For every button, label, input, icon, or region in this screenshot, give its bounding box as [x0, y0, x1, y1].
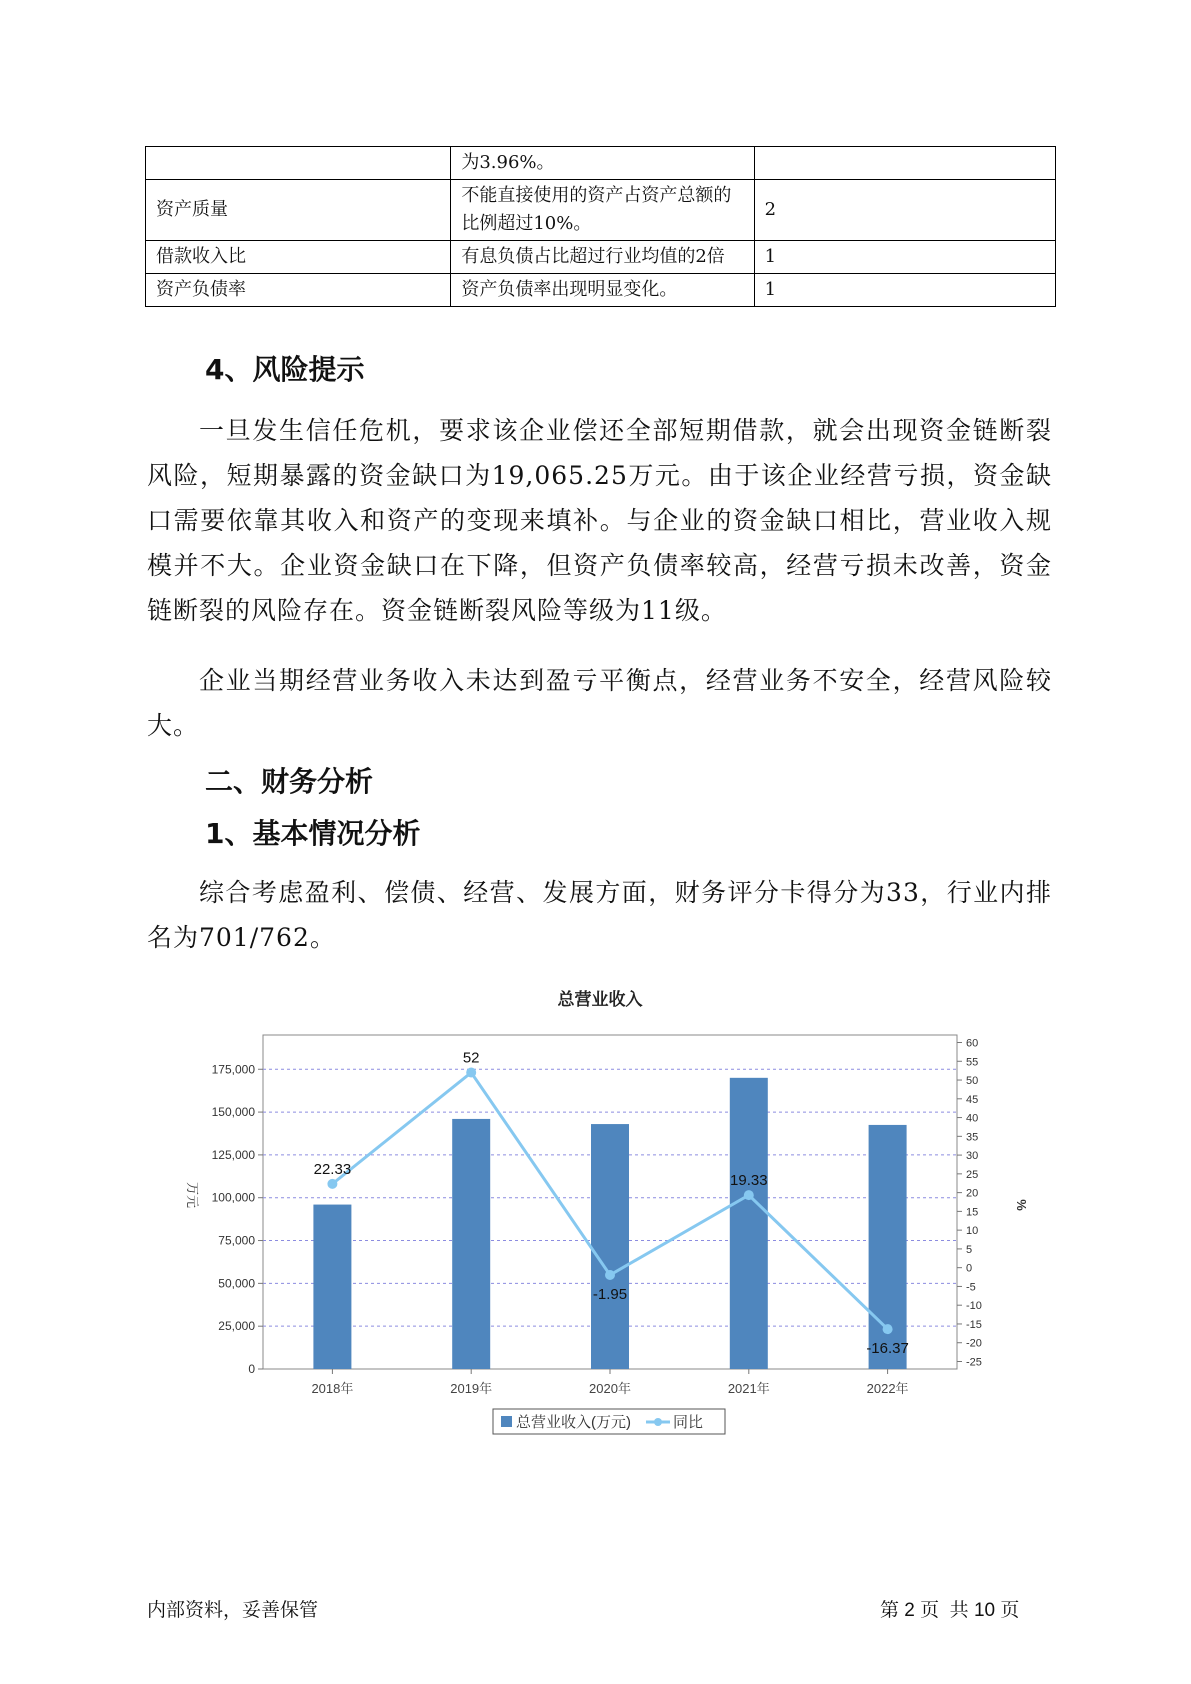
- y-right-tick-label: 60: [966, 1037, 979, 1050]
- x-tick-label: 2019年: [450, 1381, 493, 1396]
- y-tick-label: 0: [248, 1362, 255, 1376]
- bar: [313, 1205, 351, 1369]
- paragraph-finance: 综合考虑盈利、偿债、经营、发展方面，财务评分卡得分为33，行业内排名为701/762。: [147, 878, 1052, 952]
- y-tick-label: 75,000: [218, 1233, 255, 1248]
- table-cell-item: [146, 147, 451, 180]
- table-cell-condition: 不能直接使用的资产占资产总额的比例超过10%。: [451, 180, 754, 241]
- bar: [452, 1119, 490, 1369]
- bar-series: [313, 1078, 906, 1369]
- table-row: [146, 274, 1056, 307]
- risk-table: [145, 146, 1056, 307]
- chart-legend: [493, 1409, 725, 1434]
- x-tick-label: 2022年: [866, 1381, 909, 1396]
- y-right-tick-label: 15: [966, 1206, 979, 1219]
- chart-title: 总营业收入: [557, 990, 643, 1009]
- table-row: [146, 147, 1056, 180]
- data-label: -16.37: [866, 1340, 909, 1358]
- y-right-tick-label: 5: [966, 1243, 973, 1256]
- legend-swatch-bar: [501, 1416, 512, 1427]
- table-cell-condition: 资产负债率出现明显变化。: [451, 274, 754, 307]
- line-point: [605, 1270, 615, 1280]
- y-tick-label: 25,000: [218, 1319, 255, 1334]
- footer-confidential: 内部资料，妥善保管: [147, 1600, 319, 1621]
- x-tick-label: 2020年: [589, 1381, 631, 1396]
- y-right-tick-label: -5: [966, 1281, 976, 1294]
- line-point: [327, 1179, 337, 1189]
- y-right-tick-label: 40: [966, 1112, 979, 1125]
- y-tick-label: 50,000: [218, 1276, 255, 1291]
- data-label: 22.33: [313, 1160, 352, 1178]
- x-tick-label: 2021年: [727, 1381, 770, 1396]
- y-right-tick-label: 20: [966, 1187, 979, 1200]
- bar: [591, 1124, 629, 1369]
- y-axis-label: 万元: [185, 1181, 200, 1209]
- table-cell-item: 资产负债率: [146, 274, 451, 307]
- line-point: [744, 1190, 754, 1200]
- line-point: [466, 1068, 476, 1078]
- y-right-tick-label: 30: [966, 1150, 979, 1163]
- y-right-tick-label: -25: [966, 1356, 982, 1369]
- table-row: [146, 241, 1056, 274]
- section-heading-finance: 二、财务分析: [205, 765, 374, 798]
- y-right-tick-label: -20: [966, 1337, 982, 1350]
- y-right-tick-label: 55: [966, 1056, 979, 1069]
- y-right-tick-label: 50: [966, 1075, 979, 1088]
- y-tick-label: 175,000: [211, 1062, 255, 1077]
- x-tick-label: 2018年: [311, 1381, 354, 1396]
- table-cell-score: 1: [754, 241, 1055, 274]
- y-right-tick-label: -10: [966, 1300, 982, 1313]
- y-tick-label: 150,000: [211, 1105, 255, 1120]
- table-cell-score: 1: [754, 274, 1055, 307]
- paragraph-risk-2: 企业当期经营业务收入未达到盈亏平衡点，经营业务不安全，经营风险较大。: [147, 666, 1052, 740]
- y-right-tick-label: 0: [966, 1262, 973, 1275]
- legend-marker-line: [654, 1418, 662, 1426]
- y-tick-label: 125,000: [211, 1147, 255, 1162]
- table-row: [146, 180, 1056, 241]
- table-cell-score: [754, 147, 1055, 180]
- table-cell-item: 借款收入比: [146, 241, 451, 274]
- paragraph-risk-1: 一旦发生信任危机，要求该企业偿还全部短期借款，就会出现资金链断裂风险，短期暴露的资金缺口为19,065.25万元。由于该企业经营亏损，资金缺口需要依靠其收入和资产的变现来填补。与企业的资金缺口相比，营业收入规模并不大。企业资金缺口在下降，但资产负债率较高，经营亏损未改善，资金链断裂的风险存在。资金链断裂风险等级为11级。: [147, 416, 1052, 625]
- data-label: -1.95: [592, 1285, 628, 1303]
- bar: [730, 1078, 768, 1369]
- legend-label-bar: 总营业收入(万元): [516, 1414, 631, 1431]
- footer-page-number: 第 2 页 共 10 页: [880, 1600, 1020, 1621]
- table-cell-score: 2: [754, 180, 1055, 241]
- y-axis-label-right: %: [1014, 1199, 1029, 1211]
- y-right-tick-label: 10: [966, 1225, 979, 1238]
- table-cell-condition: 有息负债占比超过行业均值的2倍: [451, 241, 754, 274]
- legend-label-line: 同比: [673, 1414, 704, 1431]
- y-right-tick-label: 25: [966, 1168, 979, 1181]
- revenue-chart: [160, 985, 1040, 1455]
- section-heading-risk: 4、风险提示: [205, 353, 365, 386]
- data-label: 52: [462, 1049, 480, 1067]
- y-right-tick-label: 35: [966, 1131, 979, 1144]
- y-right-tick-label: -15: [966, 1318, 982, 1331]
- table-cell-condition: 为3.96%。: [451, 147, 754, 180]
- line-point: [883, 1324, 893, 1334]
- sub-heading-basic: 1、基本情况分析: [205, 817, 421, 850]
- y-right-tick-label: 45: [966, 1093, 979, 1106]
- data-label: 19.33: [730, 1172, 768, 1190]
- table-cell-item: 资产质量: [146, 180, 451, 241]
- y-tick-label: 100,000: [211, 1190, 255, 1205]
